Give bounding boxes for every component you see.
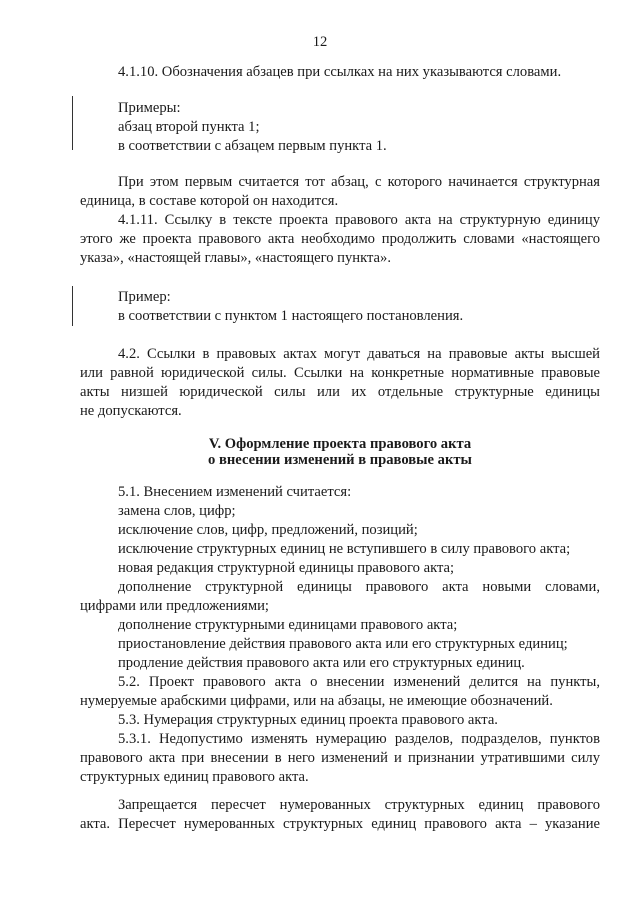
section-heading: V. Оформление проекта правового акта [208, 436, 472, 452]
list-item: дополнение структурной единицы правового акта новыми словами, [118, 579, 600, 595]
paragraph-5-3-1: 5.3.1. Недопустимо изменять нумерацию разделов, подразделов, пунктов [118, 731, 600, 747]
paragraph-5-2: 5.2. Проект правового акта о внесении изменений делится на пункты, [118, 674, 600, 690]
example-title: Пример: [118, 289, 171, 305]
example-line: в соответствии с пунктом 1 настоящего постановления. [118, 308, 464, 324]
paragraph-line: нумеруемые арабскими цифрами, или на абзацы, не имеющие обозначений. [80, 693, 553, 709]
margin-bar [72, 96, 73, 150]
list-item: цифрами или предложениями; [80, 598, 269, 614]
example-line: абзац второй пункта 1; [118, 119, 260, 135]
paragraph-line: или равной юридической силы. Ссылки на конкретные нормативные правовые [80, 365, 600, 381]
paragraph-4-1-10: 4.1.10. Обозначения абзацев при ссылках на них указываются словами. [118, 64, 562, 80]
paragraph-line: акты низшей юридической силы или их отдельные структурные единицы [80, 384, 600, 400]
paragraph-4-1-11: 4.1.11. Ссылку в тексте проекта правового акта на структурную единицу [118, 212, 600, 228]
list-item: приостановление действия правового акта или его структурных единиц; [118, 636, 568, 652]
paragraph-line: При этом первым считается тот абзац, с которого начинается структурная [118, 174, 600, 190]
list-item: исключение слов, цифр, предложений, позиций; [118, 522, 418, 538]
paragraph-line: этого же проекта правового акта необходимо продолжить словами «настоящего [80, 231, 600, 247]
list-item: исключение структурных единиц не вступившего в силу правового акта; [118, 541, 571, 557]
paragraph-line: акта. Пересчет нумерованных структурных единиц правового акта – указание [80, 816, 600, 832]
list-item: новая редакция структурной единицы правового акта; [118, 560, 455, 576]
paragraph-line: указа», «настоящей главы», «настоящего пункта». [80, 250, 391, 266]
paragraph-5-1: 5.1. Внесением изменений считается: [118, 484, 352, 500]
example-line: в соответствии с абзацем первым пункта 1. [118, 138, 387, 154]
section-heading: о внесении изменений в правовые акты [208, 452, 472, 468]
paragraph-line: структурных единиц правового акта. [80, 769, 309, 785]
margin-bar [72, 286, 73, 326]
examples-title: Примеры: [118, 100, 181, 116]
list-item: дополнение структурными единицами правового акта; [118, 617, 458, 633]
paragraph-4-2: 4.2. Ссылки в правовых актах могут даваться на правовые акты высшей [118, 346, 600, 362]
paragraph-5-3: 5.3. Нумерация структурных единиц проекта правового акта. [118, 712, 498, 728]
list-item: продление действия правового акта или его структурных единиц. [118, 655, 525, 671]
list-item: замена слов, цифр; [118, 503, 236, 519]
paragraph-line: правового акта при внесении в него изменений и признании утратившими силу [80, 750, 600, 766]
page-number: 12 [312, 34, 328, 50]
paragraph-line: Запрещается пересчет нумерованных структурных единиц правового [118, 797, 600, 813]
paragraph-line: не допускаются. [80, 403, 182, 419]
paragraph-line: единица, в составе которой он находится. [80, 193, 339, 209]
